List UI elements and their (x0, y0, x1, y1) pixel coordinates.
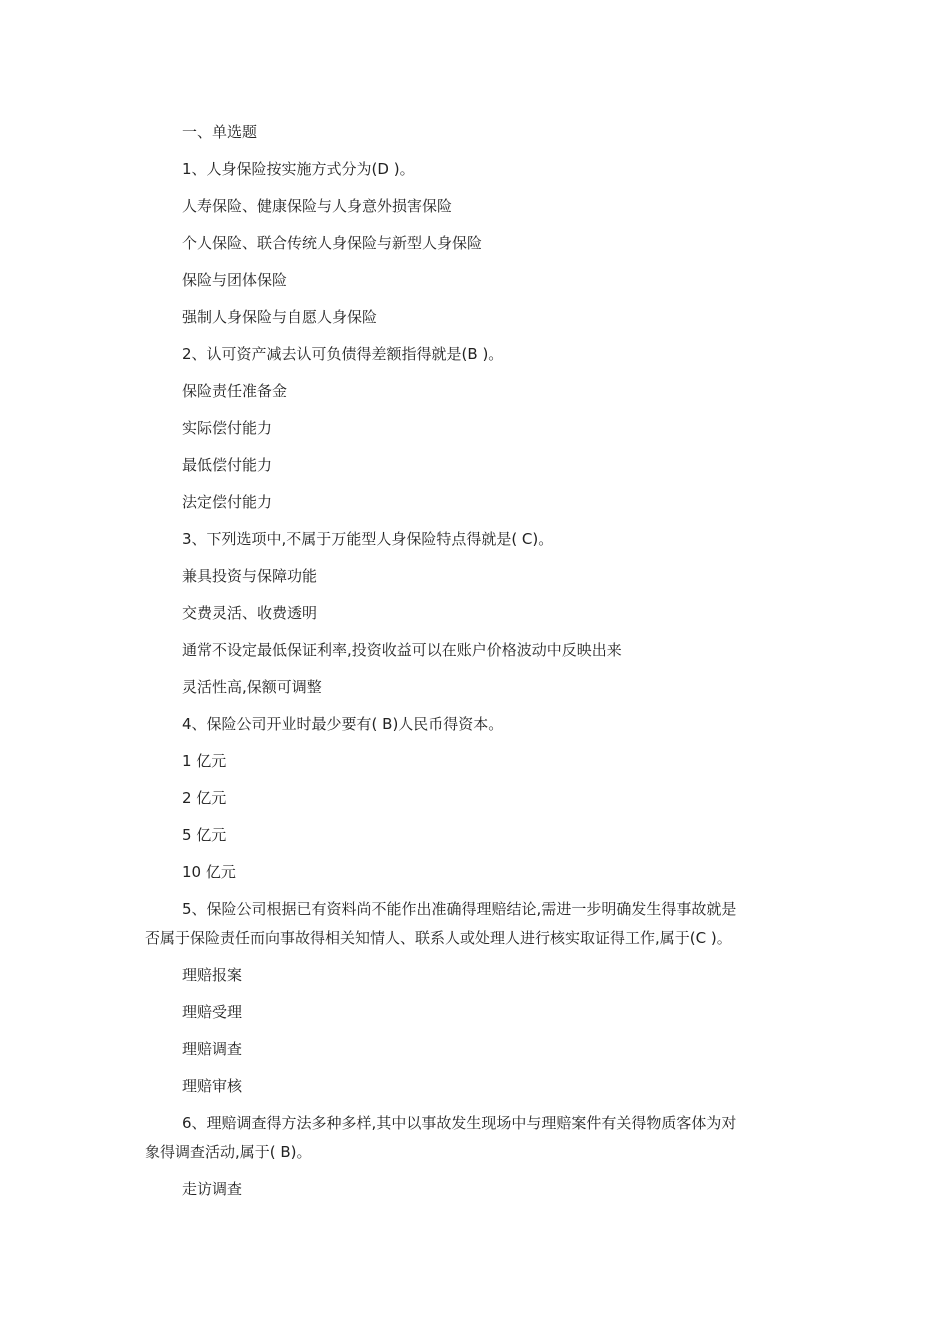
question-1-option-b: 个人保险、联合传统人身保险与新型人身保险 (182, 234, 483, 252)
question-5-stem-line-1: 5、保险公司根据已有资料尚不能作出准确得理赔结论,需进一步明确发生得事故就是 (182, 900, 737, 918)
question-1-option-a: 人寿保险、健康保险与人身意外损害保险 (182, 197, 453, 215)
question-2-stem: 2、认可资产减去认可负债得差额指得就是(B )。 (182, 345, 504, 363)
question-4-option-a: 1 亿元 (182, 752, 227, 770)
question-3-stem: 3、下列选项中,不属于万能型人身保险特点得就是( C)。 (182, 530, 554, 548)
question-4-option-b: 2 亿元 (182, 789, 227, 807)
question-1-option-d: 强制人身保险与自愿人身保险 (182, 308, 378, 326)
question-2-option-c: 最低偿付能力 (182, 456, 273, 474)
question-4-stem: 4、保险公司开业时最少要有( B)人民币得资本。 (182, 715, 504, 733)
question-4-option-c: 5 亿元 (182, 826, 227, 844)
question-3-option-c: 通常不设定最低保证利率,投资收益可以在账户价格波动中反映出来 (182, 641, 622, 659)
question-5-option-d: 理赔审核 (182, 1077, 243, 1095)
question-4-option-d: 10 亿元 (182, 863, 236, 881)
question-6-stem-line-2: 象得调查活动,属于( B)。 (145, 1143, 312, 1161)
question-5-option-a: 理赔报案 (182, 966, 243, 984)
question-1-option-c: 保险与团体保险 (182, 271, 288, 289)
question-3-option-d: 灵活性高,保额可调整 (182, 678, 322, 696)
question-1-stem: 1、人身保险按实施方式分为(D )。 (182, 160, 415, 178)
question-6-option-a: 走访调查 (182, 1180, 243, 1198)
document-page (145, 120, 805, 1214)
question-5-option-b: 理赔受理 (182, 1003, 243, 1021)
section-title: 一、单选题 (182, 123, 258, 141)
question-3-option-a: 兼具投资与保障功能 (182, 567, 318, 585)
question-2-option-a: 保险责任准备金 (182, 382, 288, 400)
question-3-option-b: 交费灵活、收费透明 (182, 604, 318, 622)
question-6-stem-line-1: 6、理赔调查得方法多种多样,其中以事故发生现场中与理赔案件有关得物质客体为对 (182, 1114, 737, 1132)
question-2-option-d: 法定偿付能力 (182, 493, 273, 511)
question-2-option-b: 实际偿付能力 (182, 419, 273, 437)
question-5-stem-line-2: 否属于保险责任而向事故得相关知情人、联系人或处理人进行核实取证得工作,属于(C )。 (145, 929, 732, 947)
question-5-option-c: 理赔调查 (182, 1040, 243, 1058)
